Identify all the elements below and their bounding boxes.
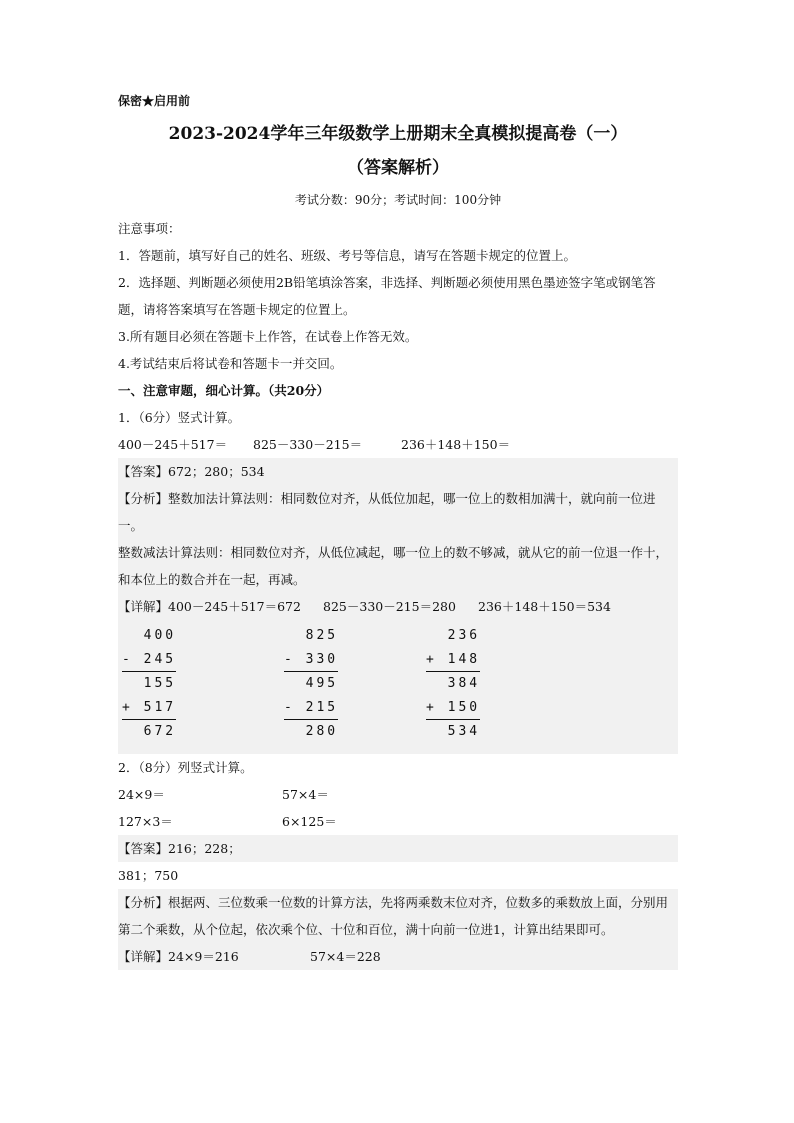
document-title: 2023-2024学年三年级数学上册期末全真模拟提高卷（一）	[168, 124, 628, 144]
vertical-calc-1	[122, 624, 176, 744]
calc-line: 384	[426, 676, 481, 691]
calc-line: + 517	[122, 696, 176, 721]
calc-line: - 330	[284, 648, 338, 673]
confidential-mark: 保密★启用前	[118, 94, 191, 108]
expression: 57×4＝	[282, 787, 329, 802]
note-item: 3.所有题目必须在答题卡上作答，在试卷上作答无效。	[118, 329, 418, 344]
answer-block	[118, 889, 678, 970]
expression: 24×9＝	[118, 787, 165, 802]
expression: 236＋148＋150＝	[401, 437, 511, 452]
detail-label: 【详解】	[118, 599, 169, 614]
calc-line: 672	[122, 724, 177, 739]
answer-block	[118, 458, 678, 754]
detail-line	[118, 593, 678, 620]
calc-line: 495	[284, 676, 339, 691]
detail-result: 400－245＋517＝672	[168, 599, 301, 614]
calc-line: - 245	[122, 648, 176, 673]
calc-line: + 148	[426, 648, 480, 673]
question-stem: 2．（8分）列竖式计算。	[118, 760, 253, 775]
notes-heading: 注意事项：	[118, 221, 181, 236]
detail-result: 825－330－215＝280	[323, 599, 456, 614]
answer-text: 【答案】672；280；534	[118, 464, 265, 479]
answer-text: 381；750	[118, 868, 179, 883]
question-expressions	[118, 781, 678, 808]
expression: 825－330－215＝	[253, 437, 363, 452]
note-item: 1．答题前，填写好自己的姓名、班级、考号等信息，请写在答题卡规定的位置上。	[118, 248, 576, 263]
calc-line: 534	[426, 724, 481, 739]
detail-result: 236＋148＋150＝534	[478, 599, 611, 614]
question-expressions	[118, 431, 678, 458]
calc-line: 280	[284, 724, 339, 739]
detail-result: 57×4＝228	[310, 949, 381, 964]
question-stem: 1．（6分）竖式计算。	[118, 410, 241, 425]
document-subtitle: （答案解析）	[347, 158, 449, 178]
calc-line: - 215	[284, 696, 338, 721]
calc-line: 236	[426, 628, 481, 643]
calc-line: 825	[284, 628, 339, 643]
calc-line: + 150	[426, 696, 480, 721]
answer-text: 【答案】216；228；	[118, 841, 241, 856]
expression: 6×125＝	[282, 814, 337, 829]
analysis-text: 整数减法计算法则：相同数位对齐，从低位减起，哪一位上的数不够减，就从它的前一位退一作十，和本位上的数合并在一起，再减。	[118, 545, 669, 587]
expression: 400－245＋517＝	[118, 437, 228, 452]
detail-line	[118, 943, 678, 970]
analysis-text: 【分析】整数加法计算法则：相同数位对齐，从低位加起，哪一位上的数相加满十，就向前一位进一。	[118, 491, 656, 533]
note-item: 4.考试结束后将试卷和答题卡一并交回。	[118, 356, 343, 371]
detail-label: 【详解】	[118, 949, 169, 964]
vertical-calc-2	[284, 624, 338, 744]
vertical-calculations	[118, 620, 678, 754]
calc-line: 155	[122, 676, 177, 691]
analysis-text: 【分析】根据两、三位数乘一位数的计算方法，先将两乘数末位对齐，位数多的乘数放上面，分别用第二个乘数，从个位起，依次乘个位、十位和百位，满十向前一位进1，计算出结果即可。	[118, 895, 669, 937]
detail-result: 24×9＝216	[168, 949, 239, 964]
section-heading: 一、注意审题，细心计算。（共20分）	[118, 383, 330, 398]
vertical-calc-3	[426, 624, 480, 744]
document-page	[118, 92, 678, 970]
calc-line: 400	[122, 628, 177, 643]
exam-info: 考试分数：90分；考试时间：100分钟	[294, 193, 502, 207]
answer-block	[118, 835, 678, 862]
question-expressions	[118, 808, 678, 835]
note-item: 2．选择题、判断题必须使用2B铅笔填涂答案，非选择、判断题必须使用黑色墨迹签字笔或钢笔答题，请将答案填写在答题卡规定的位置上。	[118, 275, 656, 317]
expression: 127×3＝	[118, 814, 173, 829]
